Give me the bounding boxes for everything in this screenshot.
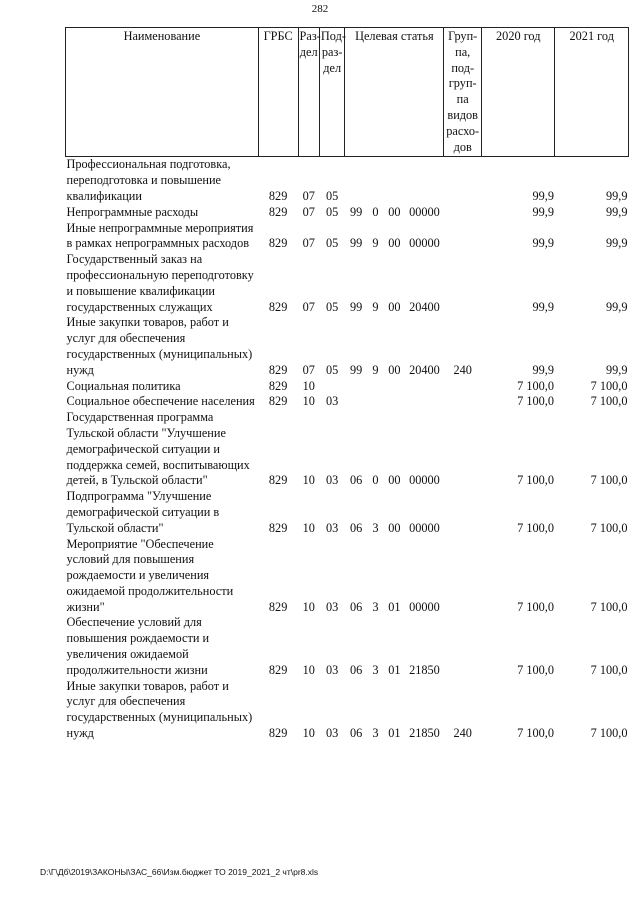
cell-cs4 bbox=[405, 394, 444, 410]
cell-cs2: 3 bbox=[372, 520, 379, 535]
cell-cs4: 00000 bbox=[409, 473, 440, 488]
cell-cs2: 9 bbox=[372, 299, 379, 314]
header-2020: 2020 год bbox=[482, 28, 555, 157]
cell-podrazdel: 05 bbox=[326, 188, 339, 203]
table-row bbox=[66, 205, 629, 221]
cell-vr: 240 bbox=[453, 362, 472, 377]
cell-name: Социальное обеспечение населения bbox=[66, 394, 255, 409]
cell-podrazdel: 03 bbox=[326, 662, 339, 677]
cell-vr bbox=[444, 537, 482, 616]
cell-y2021: 7 100,0 bbox=[590, 599, 628, 614]
cell-cs4 bbox=[405, 379, 444, 395]
cell-cs4: 00000 bbox=[409, 599, 440, 614]
cell-grbs: 829 bbox=[268, 520, 288, 535]
cell-grbs: 829 bbox=[268, 662, 288, 677]
table-row bbox=[66, 615, 629, 678]
cell-y2021: 7 100,0 bbox=[590, 726, 628, 741]
header-row bbox=[66, 28, 629, 157]
cell-cs1: 99 bbox=[349, 236, 363, 251]
cell-cs3: 00 bbox=[388, 362, 401, 377]
cell-cs3: 00 bbox=[388, 299, 401, 314]
cell-razdel: 07 bbox=[302, 236, 315, 251]
table-row bbox=[66, 221, 629, 253]
cell-cs2 bbox=[367, 394, 383, 410]
cell-y2021: 99,9 bbox=[605, 362, 628, 377]
cell-podrazdel: 03 bbox=[326, 473, 339, 488]
cell-podrazdel: 03 bbox=[326, 394, 339, 409]
cell-vr bbox=[444, 252, 482, 315]
cell-name: Государственный заказ на профессиональную переподготовку и повышение квалификации государственных служащих bbox=[66, 252, 254, 314]
cell-vr bbox=[444, 394, 482, 410]
cell-vr bbox=[444, 410, 482, 489]
cell-podrazdel: 05 bbox=[326, 299, 339, 314]
cell-razdel: 07 bbox=[302, 299, 315, 314]
cell-vr bbox=[444, 615, 482, 678]
cell-grbs: 829 bbox=[268, 362, 288, 377]
cell-y2021: 99,9 bbox=[605, 204, 628, 219]
header-podrazdel: Под- раз- дел bbox=[319, 28, 344, 157]
cell-cs3: 00 bbox=[388, 204, 401, 219]
cell-cs2: 0 bbox=[372, 473, 379, 488]
cell-vr bbox=[444, 379, 482, 395]
cell-razdel: 07 bbox=[302, 188, 315, 203]
cell-cs2: 3 bbox=[372, 726, 379, 741]
header-grbs: ГРБС bbox=[258, 28, 298, 157]
cell-podrazdel: 03 bbox=[326, 520, 339, 535]
cell-razdel: 07 bbox=[302, 362, 315, 377]
table-body bbox=[66, 157, 629, 742]
cell-vr bbox=[444, 489, 482, 536]
cell-cs2: 9 bbox=[372, 362, 379, 377]
cell-podrazdel: 03 bbox=[326, 599, 339, 614]
cell-cs3: 00 bbox=[388, 236, 401, 251]
cell-y2020: 7 100,0 bbox=[517, 520, 554, 535]
page-number: 282 bbox=[311, 3, 329, 15]
cell-podrazdel: 05 bbox=[326, 204, 339, 219]
cell-grbs: 829 bbox=[268, 299, 288, 314]
table-row bbox=[66, 394, 629, 410]
cell-cs4: 21850 bbox=[409, 662, 440, 677]
cell-cs1 bbox=[345, 157, 367, 205]
cell-grbs: 829 bbox=[268, 726, 288, 741]
table-row bbox=[66, 315, 629, 378]
cell-y2020: 7 100,0 bbox=[517, 662, 554, 677]
cell-cs3: 01 bbox=[388, 726, 401, 741]
cell-grbs: 829 bbox=[268, 204, 288, 219]
cell-y2021: 7 100,0 bbox=[590, 378, 628, 393]
cell-grbs: 829 bbox=[268, 378, 288, 393]
cell-razdel: 10 bbox=[302, 378, 315, 393]
table-row bbox=[66, 537, 629, 616]
cell-cs1: 06 bbox=[349, 662, 363, 677]
table-row bbox=[66, 679, 629, 742]
cell-grbs: 829 bbox=[268, 394, 288, 409]
cell-y2020: 7 100,0 bbox=[517, 726, 554, 741]
cell-y2021: 99,9 bbox=[605, 188, 628, 203]
cell-vr bbox=[444, 157, 482, 205]
cell-name: Государственная программа Тульской области "Улучшение демографической ситуации и поддержка семей, воспитывающих детей, в Тульской области" bbox=[66, 410, 250, 488]
cell-cs2: 3 bbox=[372, 599, 379, 614]
cell-podrazdel: 05 bbox=[326, 236, 339, 251]
cell-cs1 bbox=[345, 394, 367, 410]
file-path-footer: D:\Г\Дб\2019\ЗАКОНЫ\ЗАС_66\Изм.бюджет ТО 2019_2021_2 чт\pr8.xls bbox=[40, 867, 319, 877]
cell-cs2 bbox=[367, 379, 383, 395]
cell-y2021: 7 100,0 bbox=[590, 520, 628, 535]
table-row bbox=[66, 379, 629, 395]
table-row bbox=[66, 252, 629, 315]
cell-name: Профессиональная подготовка, переподготовка и повышение квалификации bbox=[66, 157, 231, 203]
cell-name: Иные непрограммные мероприятия в рамках непрограммных расходов bbox=[66, 220, 254, 251]
cell-cs4: 00000 bbox=[409, 204, 440, 219]
cell-y2020: 99,9 bbox=[532, 204, 554, 219]
cell-razdel: 10 bbox=[302, 662, 315, 677]
cell-name: Непрограммные расходы bbox=[66, 204, 199, 219]
header-vid-rashodov: Груп- па, под- груп- па видов расхо- дов bbox=[444, 28, 482, 157]
cell-cs1: 99 bbox=[349, 362, 363, 377]
cell-grbs: 829 bbox=[268, 473, 288, 488]
cell-cs3: 01 bbox=[388, 599, 401, 614]
cell-podrazdel bbox=[319, 379, 344, 395]
cell-vr: 240 bbox=[453, 726, 472, 741]
cell-name: Иные закупки товаров, работ и услуг для обеспечения государственных (муниципальных) нужд bbox=[66, 315, 253, 377]
table-row bbox=[66, 410, 629, 489]
cell-razdel: 10 bbox=[302, 473, 315, 488]
cell-name: Обеспечение условий для повышения рождаемости и увеличения ожидаемой продолжительности жизни bbox=[66, 615, 210, 677]
cell-razdel: 10 bbox=[302, 726, 315, 741]
cell-cs2 bbox=[367, 157, 383, 205]
cell-cs4 bbox=[405, 157, 444, 205]
header-2021: 2021 год bbox=[555, 28, 629, 157]
cell-grbs: 829 bbox=[268, 236, 288, 251]
cell-grbs: 829 bbox=[268, 188, 288, 203]
header-name: Наименование bbox=[66, 28, 259, 157]
cell-y2020: 99,9 bbox=[532, 236, 554, 251]
cell-y2020: 99,9 bbox=[532, 188, 554, 203]
cell-vr bbox=[444, 205, 482, 221]
cell-y2021: 99,9 bbox=[605, 299, 628, 314]
cell-y2020: 99,9 bbox=[532, 299, 554, 314]
cell-name: Подпрограмма "Улучшение демографической ситуации в Тульской области" bbox=[66, 489, 220, 535]
cell-y2021: 7 100,0 bbox=[590, 473, 628, 488]
cell-razdel: 10 bbox=[302, 394, 315, 409]
cell-cs3: 00 bbox=[388, 473, 401, 488]
cell-cs4: 00000 bbox=[409, 236, 440, 251]
cell-y2020: 7 100,0 bbox=[517, 599, 554, 614]
cell-cs1: 99 bbox=[349, 299, 363, 314]
cell-y2020: 99,9 bbox=[532, 362, 554, 377]
cell-y2021: 7 100,0 bbox=[590, 662, 628, 677]
cell-y2020: 7 100,0 bbox=[517, 378, 554, 393]
header-razdel: Раз- дел bbox=[298, 28, 319, 157]
budget-table bbox=[65, 27, 629, 742]
cell-cs2: 3 bbox=[372, 662, 379, 677]
cell-podrazdel: 05 bbox=[326, 362, 339, 377]
cell-razdel: 10 bbox=[302, 520, 315, 535]
cell-cs1: 06 bbox=[349, 520, 363, 535]
table-row bbox=[66, 157, 629, 205]
cell-cs1: 06 bbox=[349, 599, 363, 614]
cell-cs4: 21850 bbox=[409, 726, 440, 741]
cell-cs3 bbox=[384, 394, 405, 410]
cell-razdel: 07 bbox=[302, 204, 315, 219]
cell-name: Иные закупки товаров, работ и услуг для обеспечения государственных (муниципальных) нужд bbox=[66, 678, 253, 741]
cell-cs2: 0 bbox=[372, 204, 379, 219]
cell-cs4: 00000 bbox=[409, 520, 440, 535]
cell-cs3 bbox=[384, 379, 405, 395]
cell-y2021: 99,9 bbox=[605, 236, 628, 251]
cell-cs1: 06 bbox=[349, 473, 363, 488]
cell-y2020: 7 100,0 bbox=[517, 473, 554, 488]
cell-cs4: 20400 bbox=[409, 299, 440, 314]
cell-name: Социальная политика bbox=[66, 378, 181, 393]
cell-vr bbox=[444, 221, 482, 253]
cell-name: Мероприятие "Обеспечение условий для повышения рождаемости и увеличения ожидаемой продолжительности жизни" bbox=[66, 536, 234, 614]
cell-cs1: 99 bbox=[349, 204, 363, 219]
cell-cs3 bbox=[384, 157, 405, 205]
cell-cs4: 20400 bbox=[409, 362, 440, 377]
cell-podrazdel: 03 bbox=[326, 726, 339, 741]
cell-cs3: 00 bbox=[388, 520, 401, 535]
table-row bbox=[66, 489, 629, 536]
cell-y2020: 7 100,0 bbox=[517, 394, 554, 409]
cell-grbs: 829 bbox=[268, 599, 288, 614]
cell-cs1: 06 bbox=[349, 726, 363, 741]
header-celevaya-statya: Целевая статья bbox=[345, 28, 444, 157]
cell-cs1 bbox=[345, 379, 367, 395]
cell-cs2: 9 bbox=[372, 236, 379, 251]
cell-razdel: 10 bbox=[302, 599, 315, 614]
cell-y2021: 7 100,0 bbox=[590, 394, 628, 409]
cell-cs3: 01 bbox=[388, 662, 401, 677]
